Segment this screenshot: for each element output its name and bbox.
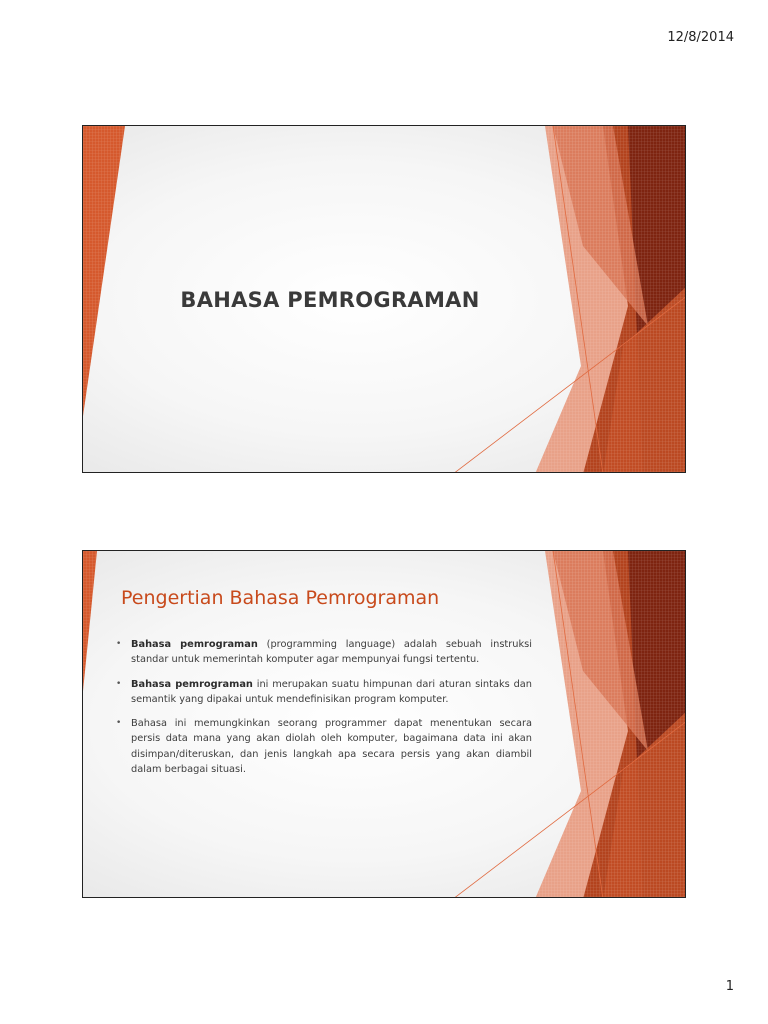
bullet-item (115, 677, 532, 708)
bullet-marker: • (116, 639, 122, 649)
bullet-bold-term: Bahasa pemrograman (131, 678, 253, 690)
bullet-item (115, 637, 532, 668)
bullet-text: (programming language) adalah sebuah instruksi standar untuk memerintah komputer agar mempunyai fungsi tertentu. (131, 639, 532, 666)
bullet-bold-term: Bahasa pemrograman (131, 639, 258, 650)
bullet-marker: • (116, 718, 122, 729)
slide-title: BAHASA PEMROGRAMAN (180, 288, 480, 312)
bullet-item (115, 716, 532, 777)
slide-1 (82, 125, 686, 473)
slide-2 (82, 550, 686, 898)
bullet-marker: • (116, 678, 122, 689)
bullet-text: ini merupakan suatu himpunan dari aturan sintaks dan semantik yang dipakai untuk mendefinisikan program komputer. (131, 678, 533, 705)
slide-heading: Pengertian Bahasa Pemrograman (121, 587, 440, 609)
bullet-text: Bahasa ini memungkinkan seorang programmer dapat menentukan secara persis data mana yang akan diolah oleh komputer, bagaimana data ini akan disimpan/diteruskan, dan jenis langkah apa secara persis yang akan diambil dalam berbagai situasi. (131, 718, 532, 776)
page-date: 12/8/2014 (667, 30, 734, 45)
page-number: 1 (725, 979, 734, 994)
bullet-list (115, 637, 532, 786)
